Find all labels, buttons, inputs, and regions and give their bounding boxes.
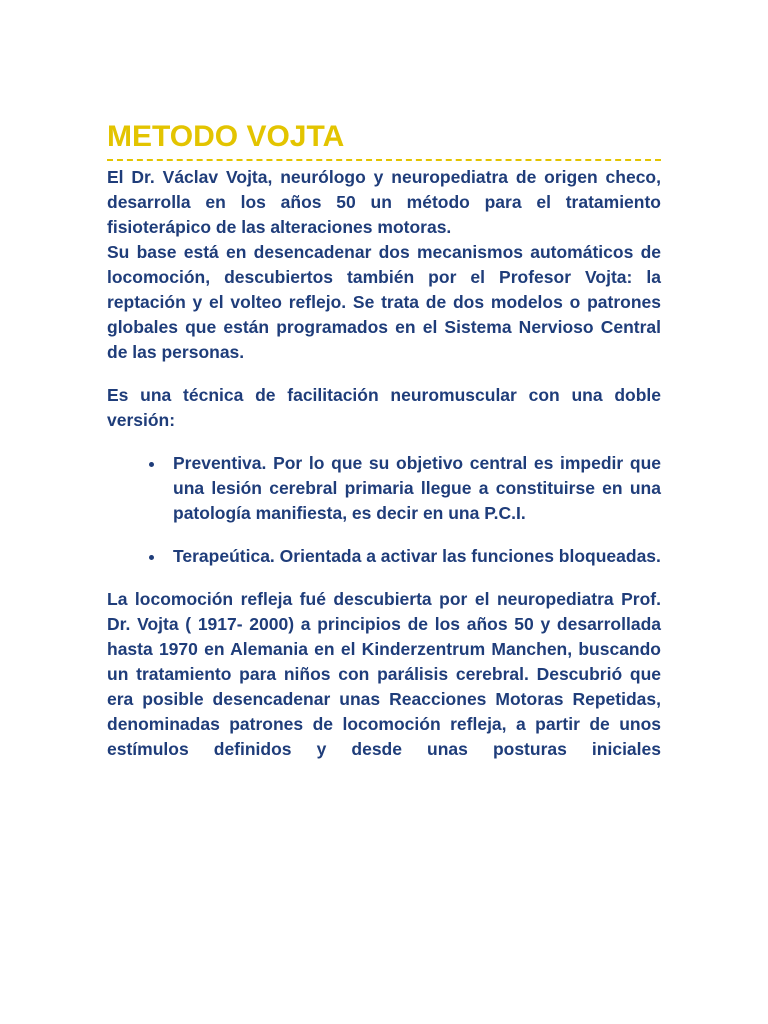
bullet-icon (149, 462, 154, 467)
bullet-text: Preventiva. Por lo que su objetivo central es impedir que una lesión cerebral primaria llegue a constituirse en una patología manifiesta, es decir en una P.C.I. (173, 453, 661, 523)
bullet-text: Terapeútica. Orientada a activar las funciones bloqueadas. (173, 546, 661, 566)
technique-paragraph: Es una técnica de facilitación neuromuscular con una doble versión: (107, 385, 661, 430)
list-item (107, 451, 661, 526)
document-content (107, 118, 661, 762)
intro-paragraph-2: Su base está en desencadenar dos mecanismos automáticos de locomoción, descubiertos también por el Profesor Vojta: la reptación y el volteo reflejo. Se trata de dos modelos o patrones globales que están programados en el Sistema Nervioso Central de las personas. (107, 242, 661, 362)
list-item (107, 544, 661, 569)
title-underline (107, 159, 661, 161)
bullet-list (107, 451, 661, 569)
history-paragraph: La locomoción refleja fué descubierta por el neuropediatra Prof. Dr. Vojta ( 1917- 2000) a principios de los años 50 y desarrollada hasta 1970 en Alemania en el Kinderzentrum Manchen, buscando un tratamiento para niños con parálisis cerebral. Descubrió que era posible desencadenar unas Reacciones Motoras Repetidas, denominadas patrones de locomoción refleja, a partir de unos estímulos definidos y desde unas posturas iniciales (107, 589, 661, 759)
bullet-icon (149, 555, 154, 560)
page-title: METODO VOJTA (107, 120, 345, 153)
intro-paragraph-1: El Dr. Václav Vojta, neurólogo y neuropediatra de origen checo, desarrolla en los años 50 un método para el tratamiento fisioterápico de las alteraciones motoras. (107, 167, 661, 237)
